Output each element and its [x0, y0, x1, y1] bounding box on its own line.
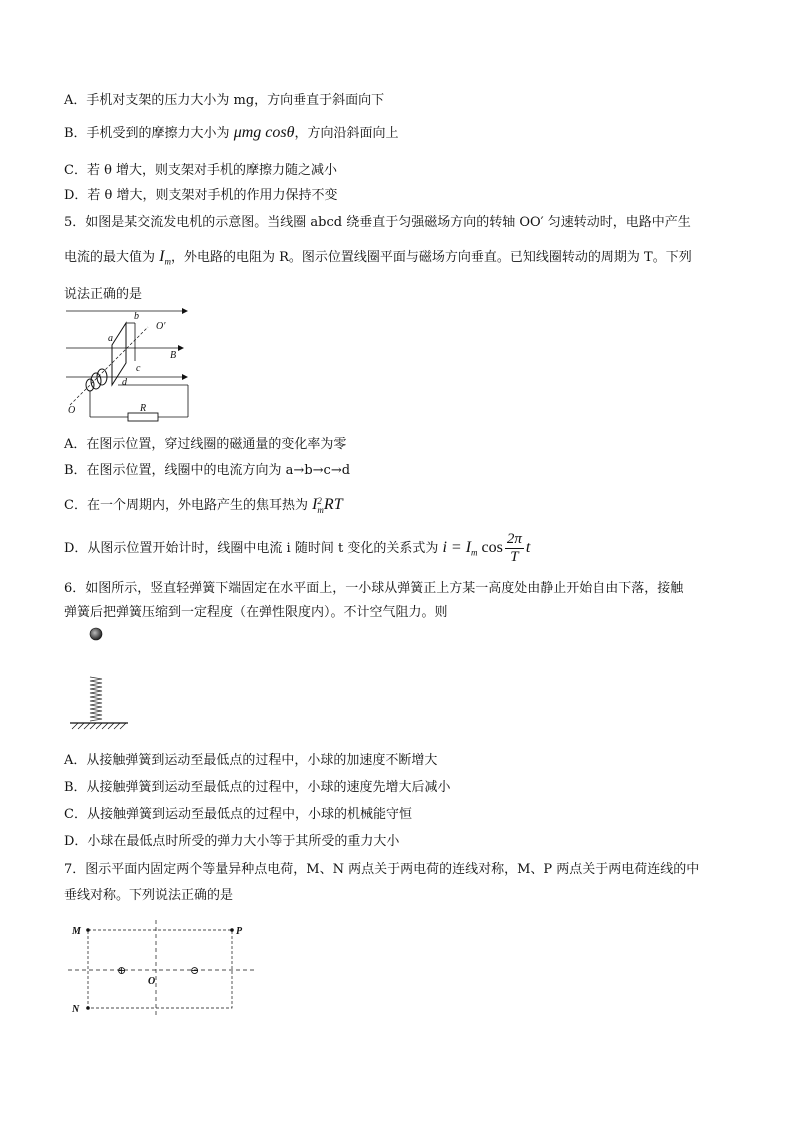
q6-ball — [90, 628, 102, 640]
q4-option-a: A．手机对支架的压力大小为 mg，方向垂直于斜面向下 — [64, 93, 385, 108]
q7-label-n: N — [72, 1004, 80, 1015]
q5-label-o-prime: O′ — [156, 321, 166, 332]
q6-option-d: D．小球在最低点时所受的弹力大小等于其所受的重力大小 — [64, 834, 400, 849]
q5-label-a: a — [108, 333, 113, 344]
q6-option-a: A．从接触弹簧到运动至最低点的过程中，小球的加速度不断增大 — [64, 753, 438, 768]
q5-option-b: B．在图示位置，线圈中的电流方向为 a→b→c→d — [64, 463, 351, 478]
q4-option-c: C．若 θ 增大，则支架对手机的摩擦力随之减小 — [64, 163, 338, 178]
q5-generator-figure — [60, 305, 200, 425]
q5-stem-line2: 电流的最大值为 $I_m$，外电路的电阻为 R。图示位置线圈平面与磁场方向垂直。已知线圈转动的周期为 T。下列 — [64, 248, 692, 267]
q5-label-d: d — [122, 377, 127, 388]
q7-negative-charge: ⊖ — [190, 965, 200, 977]
q7-label-o: O — [148, 976, 156, 987]
q7-stem-line2: 垂线对称。下列说法正确的是 — [64, 888, 234, 903]
q6-stem-line2: 弹簧后把弹簧压缩到一定程度（在弹性限度内）。不计空气阻力。则 — [64, 605, 448, 620]
q7-label-m: M — [72, 926, 81, 937]
q5-stem-line1: 5．如图是某交流发电机的示意图。当线圈 abcd 绕垂直于匀强磁场方向的转轴 OO′ 匀速转动时，电路中产生 — [64, 215, 691, 230]
q4-option-b-formula: μmg cosθ — [233, 124, 295, 141]
q5-option-d: D．从图示位置开始计时，线圈中电流 i 随时间 t 变化的关系式为 $i = I_m$ cos $\frac{2\pi}{T}$ t — [64, 531, 531, 565]
q5-stem-line3: 说法正确的是 — [64, 287, 143, 302]
q6-option-c: C．从接触弹簧到运动至最低点的过程中，小球的机械能守恒 — [64, 807, 412, 822]
q5-label-r: R — [140, 403, 147, 414]
q4-option-b: B．手机受到的摩擦力大小为 μmg cosθ，方向沿斜面向上 — [64, 124, 399, 141]
q5-label-field-b: B — [170, 350, 177, 361]
q5-option-c: C．在一个周期内，外电路产生的焦耳热为 I 2 m RT — [64, 495, 343, 515]
q5-label-b: b — [134, 311, 139, 322]
q5-label-o: O — [68, 405, 76, 416]
q5-option-a: A．在图示位置，穿过线圈的磁通量的变化率为零 — [64, 437, 347, 452]
q6-spring-figure — [66, 622, 136, 742]
q6-spring — [90, 677, 102, 721]
q7-positive-charge: ⊕ — [117, 965, 127, 977]
q6-option-b: B．从接触弹簧到运动至最低点的过程中，小球的速度先增大后减小 — [64, 780, 451, 795]
q6-stem-line1: 6．如图所示，竖直轻弹簧下端固定在水平面上，一小球从弹簧正上方某一高度处由静止开始自由下落，接触 — [64, 581, 684, 596]
q5-label-c: c — [136, 363, 141, 374]
q5-option-d-fraction: $\frac{2\pi}{T}$ — [506, 531, 522, 565]
q4-option-d: D．若 θ 增大，则支架对手机的作用力保持不变 — [64, 188, 338, 203]
q7-stem-line1: 7．图示平面内固定两个等量异种点电荷，M、N 两点关于两电荷的连线对称，M、P 两点关于两电荷连线的中 — [64, 862, 700, 877]
q7-charges-figure — [64, 918, 264, 1023]
q7-label-p: P — [236, 926, 243, 937]
